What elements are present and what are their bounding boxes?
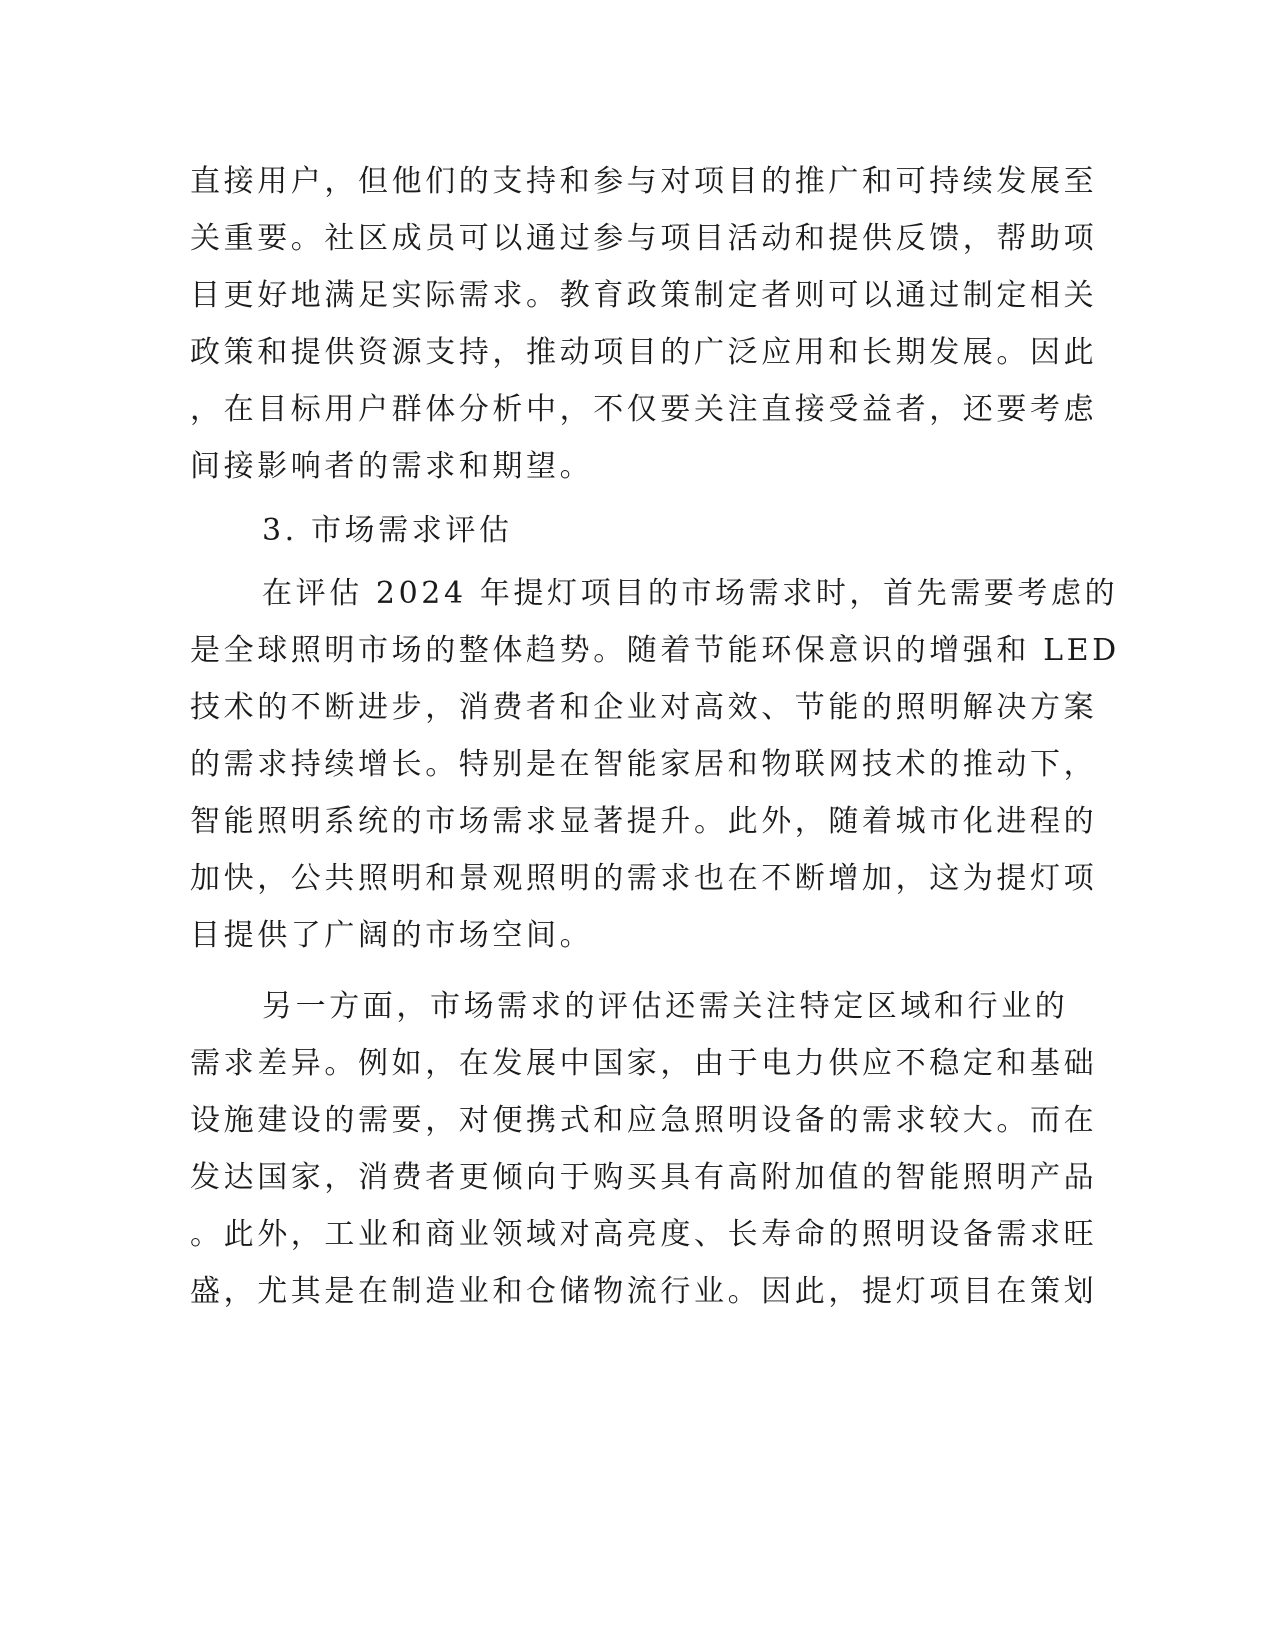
paragraph-2-line-6: 加快，公共照明和景观照明的需求也在不断增加，这为提灯项 <box>190 861 1098 896</box>
paragraph-3-line-5: 。此外，工业和商业领域对高亮度、长寿命的照明设备需求旺 <box>190 1217 1098 1252</box>
paragraph-1-line-5: ，在目标用户群体分析中，不仅要关注直接受益者，还要考虑 <box>190 392 1098 427</box>
paragraph-2-line-5: 智能照明系统的市场需求显著提升。此外，随着城市化进程的 <box>190 804 1098 839</box>
paragraph-3-line-3: 设施建设的需要，对便携式和应急照明设备的需求较大。而在 <box>190 1103 1098 1138</box>
paragraph-1-line-2: 关重要。社区成员可以通过参与项目活动和提供反馈，帮助项 <box>190 221 1098 256</box>
paragraph-2-line-1: 在评估 2024 年提灯项目的市场需求时，首先需要考虑的 <box>262 576 1119 611</box>
paragraph-3-line-1: 另一方面，市场需求的评估还需关注特定区域和行业的 <box>262 989 1069 1024</box>
paragraph-3-line-2: 需求差异。例如，在发展中国家，由于电力供应不稳定和基础 <box>190 1046 1098 1081</box>
paragraph-3-line-6: 盛，尤其是在制造业和仓储物流行业。因此，提灯项目在策划 <box>190 1274 1098 1309</box>
paragraph-2-line-3: 技术的不断进步，消费者和企业对高效、节能的照明解决方案 <box>190 690 1098 725</box>
paragraph-1-line-6: 间接影响者的需求和期望。 <box>190 449 594 484</box>
paragraph-3-line-4: 发达国家，消费者更倾向于购买具有高附加值的智能照明产品 <box>190 1160 1098 1195</box>
paragraph-2-line-7: 目提供了广阔的市场空间。 <box>190 918 594 953</box>
paragraph-1-line-4: 政策和提供资源支持，推动项目的广泛应用和长期发展。因此 <box>190 335 1098 370</box>
paragraph-2-line-2: 是全球照明市场的整体趋势。随着节能环保意识的增强和 LED <box>190 633 1120 668</box>
paragraph-1-line-1: 直接用户，但他们的支持和参与对项目的推广和可持续发展至 <box>190 164 1098 199</box>
paragraph-2-line-4: 的需求持续增长。特别是在智能家居和物联网技术的推动下， <box>190 747 1098 782</box>
section-heading: 3. 市场需求评估 <box>262 513 513 548</box>
paragraph-1-line-3: 目更好地满足实际需求。教育政策制定者则可以通过制定相关 <box>190 278 1098 313</box>
